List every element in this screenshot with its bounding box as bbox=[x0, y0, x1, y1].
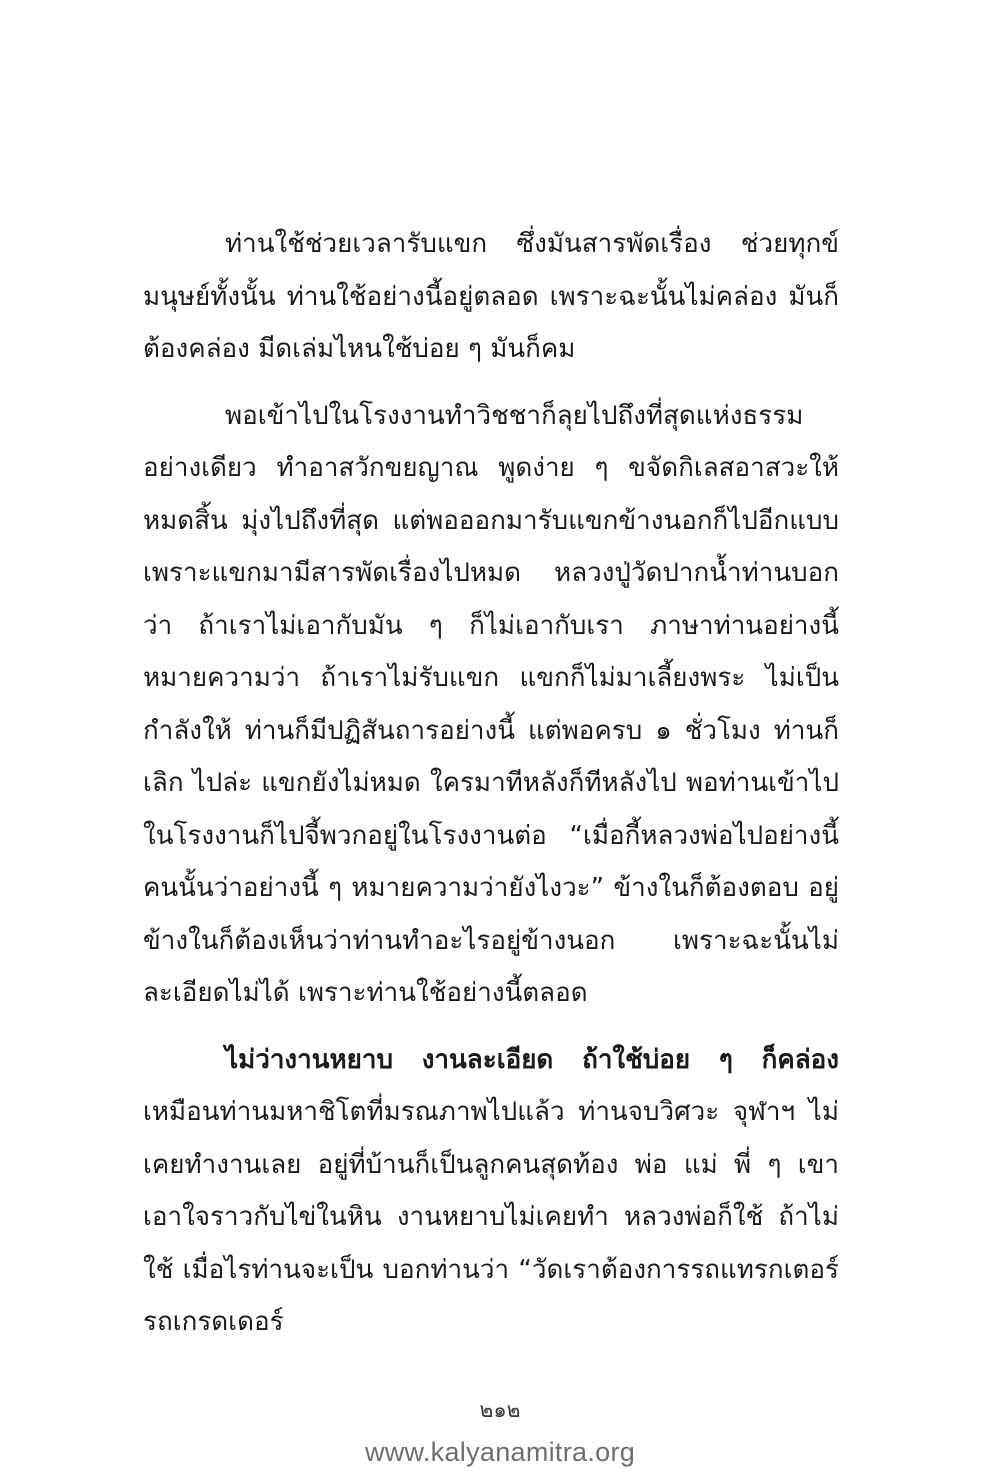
paragraph-1 bbox=[143, 218, 839, 376]
paragraph-3-text: เหมือนท่านมหาชิโตที่มรณภาพไปแล้ว ท่านจบวิศวะ จุฬาฯ ไม่เคยทำงานเลย อยู่ที่บ้านก็เป็นลูกคนสุดท้อง พ่อ แม่ พี่ ๆ เขาเอาใจราวกับไข่ในหิน งานหยาบไม่เคยทำ หลวงพ่อก็ใช้ ถ้าไม่ใช้ เมื่อไรท่านจะเป็น บอกท่านว่า “วัดเราต้องการรถแทรกเตอร์ รถเกรดเดอร์ bbox=[143, 1097, 839, 1337]
page-number: ๒๑๒ bbox=[479, 1398, 521, 1422]
paragraph-3 bbox=[143, 1034, 839, 1349]
paragraph-3-bold-lead: ไม่ว่างานหยาบ งานละเอียด ถ้าใช้บ่อย ๆ ก็คล่อง bbox=[225, 1044, 839, 1075]
body-text bbox=[143, 218, 839, 1363]
paragraph-1-text: ท่านใช้ช่วยเวลารับแขก ซึ่งมันสารพัดเรื่อง ช่วยทุกข์มนุษย์ทั้งนั้น ท่านใช้อย่างนี้อยู่ตลอด เพราะฉะนั้นไม่คล่อง มันก็ต้องคล่อง มีดเล่มไหนใช้บ่อย ๆ มันก็คม bbox=[143, 229, 839, 364]
paragraph-2 bbox=[143, 390, 839, 1020]
website-footer: www.kalyanamitra.org bbox=[364, 1437, 636, 1467]
paragraph-2-text: พอเข้าไปในโรงงานทำวิชชาก็ลุยไปถึงที่สุดแห่งธรรมอย่างเดียว ทำอาสวักขยญาณ พูดง่าย ๆ ขจัดกิเลสอาสวะให้หมดสิ้น มุ่งไปถึงที่สุด แต่พอออกมารับแขกข้างนอกก็ไปอีกแบบ เพราะแขกมามีสารพัดเรื่องไปหมด หลวงปู่วัดปากน้ำท่านบอกว่า ถ้าเราไม่เอากับมัน ๆ ก็ไม่เอากับเรา ภาษาท่านอย่างนี้ หมายความว่า ถ้าเราไม่รับแขก แขกก็ไม่มาเลี้ยงพระ ไม่เป็นกำลังให้ ท่านก็มีปฏิสันถารอย่างนี้ แต่พอครบ ๑ ชั่วโมง ท่านก็เลิก ไปล่ะ แขกยังไม่หมด ใครมาทีหลังก็ทีหลังไป พอท่านเข้าไปในโรงงานก็ไปจี้พวกอยู่ในโรงงานต่อ “เมื่อกี้หลวงพ่อไปอย่างนี้ คนนั้นว่าอย่างนี้ ๆ หมายความว่ายังไงวะ” ข้างในก็ต้องตอบ อยู่ข้างในก็ต้องเห็นว่าท่านทำอะไรอยู่ข้างนอก เพราะฉะนั้นไม่ละเอียดไม่ได้ เพราะท่านใช้อย่างนี้ตลอด bbox=[143, 400, 839, 1008]
